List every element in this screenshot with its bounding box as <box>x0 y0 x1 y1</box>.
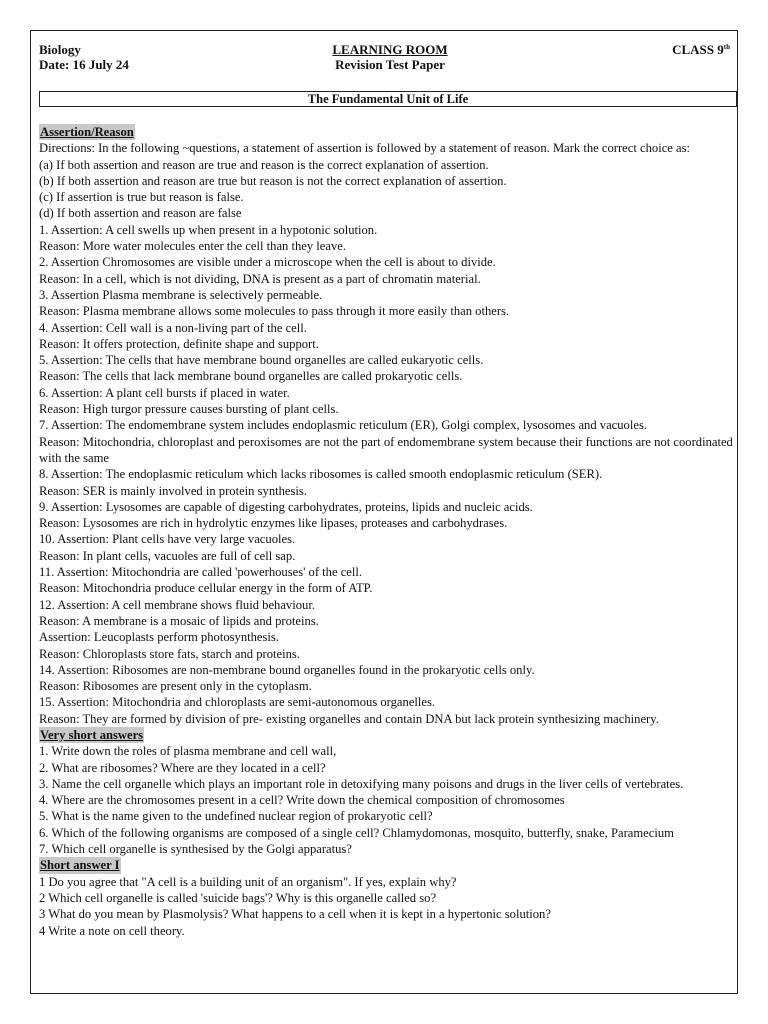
page-title: The Fundamental Unit of Life <box>39 91 737 107</box>
question-line: 7. Which cell organelle is synthesised by the Golgi apparatus? <box>39 842 352 857</box>
question-line: Reason: A membrane is a mosaic of lipids and proteins. <box>39 613 319 628</box>
question-line: Reason: More water molecules enter the cell than they leave. <box>39 239 347 254</box>
class-label: CLASS 9 <box>672 42 724 57</box>
question-line: 4 Write a note on cell theory. <box>39 923 185 938</box>
question-line: Reason: It offers protection, definite shape and support. <box>39 336 319 351</box>
short-answer-section <box>39 857 739 938</box>
options-list <box>39 157 739 222</box>
question-line: 4. Assertion: Cell wall is a non-living part of the cell. <box>39 320 307 335</box>
question-line: 2. Assertion Chromosomes are visible under a microscope when the cell is about to divide. <box>39 255 496 270</box>
section-heading-very-short: Very short answers <box>40 727 144 742</box>
class-superscript: th <box>723 43 730 51</box>
section-heading-assertion: Assertion/Reason <box>40 125 134 139</box>
question-line: 15. Assertion: Mitochondria and chloroplasts are semi-autonomous organelles. <box>39 695 436 710</box>
question-line: 2 Which cell organelle is called 'suicide bags'? Why is this organelle called so? <box>39 890 437 905</box>
section-heading-short-answer: Short answer I <box>40 858 120 873</box>
org-name: LEARNING ROOM <box>332 42 448 57</box>
question-line: 1. Assertion: A cell swells up when present in a hypotonic solution. <box>39 222 378 237</box>
paper-type: Revision Test Paper <box>335 57 445 72</box>
question-line: Reason: They are formed by division of pre- existing organelles and contain DNA but lack protein synthesizing machinery. <box>39 711 659 726</box>
question-line: 5. Assertion: The cells that have membrane bound organelles are called eukaryotic cells. <box>39 353 484 368</box>
question-line: 10. Assertion: Plant cells have very large vacuoles. <box>39 532 296 547</box>
question-line: Reason: Ribosomes are present only in the cytoplasm. <box>39 679 312 694</box>
directions-text: Directions: In the following ~questions, a statement of assertion is followed by a statement of reason. Mark the correct choice as: <box>39 141 691 156</box>
very-short-section <box>39 727 739 857</box>
short-answer-list <box>39 874 739 939</box>
question-line: 7. Assertion: The endomembrane system includes endoplasmic reticulum (ER), Golgi complex, lysosomes and vacuoles. <box>39 418 647 433</box>
question-line: 3 What do you mean by Plasmolysis? What happens to a cell when it is kept in a hypertonic solution? <box>39 907 551 922</box>
question-line: Reason: In a cell, which is not dividing, DNA is present as a part of chromatin material. <box>39 271 481 286</box>
question-line: 14. Assertion: Ribosomes are non-membrane bound organelles found in the prokaryotic cells only. <box>39 662 535 677</box>
question-line: Assertion: Leucoplasts perform photosynthesis. <box>39 630 279 645</box>
question-line: Reason: In plant cells, vacuoles are full of cell sap. <box>39 548 296 563</box>
subject-label: Biology <box>39 42 81 57</box>
question-line: Reason: Plasma membrane allows some molecules to pass through it more easily than others. <box>39 304 510 319</box>
date-label: Date: 16 July 24 <box>39 57 129 72</box>
header-right <box>672 42 730 57</box>
question-line: Reason: The cells that lack membrane bound organelles are called prokaryotic cells. <box>39 369 463 384</box>
question-line: 4. Where are the chromosomes present in a cell? Write down the chemical composition of chromosomes <box>39 793 565 808</box>
question-line: 6. Assertion: A plant cell bursts if placed in water. <box>39 385 290 400</box>
assertion-section <box>39 124 739 727</box>
question-line: Reason: Chloroplasts store fats, starch and proteins. <box>39 646 300 661</box>
header-center <box>0 42 768 72</box>
question-line: 6. Which of the following organisms are composed of a single cell? Chlamydomonas, mosquito, butterfly, snake, Paramecium <box>39 825 674 840</box>
question-line: 2. What are ribosomes? Where are they located in a cell? <box>39 760 326 775</box>
option-item: (a) If both assertion and reason are true and reason is the correct explanation of assertion. <box>39 157 489 172</box>
question-line: Reason: SER is mainly involved in protein synthesis. <box>39 483 307 498</box>
document-body <box>39 124 739 939</box>
option-item: (c) If assertion is true but reason is false. <box>39 190 244 205</box>
option-item: (b) If both assertion and reason are true but reason is not the correct explanation of assertion. <box>39 173 507 188</box>
option-item: (d) If both assertion and reason are false <box>39 206 242 221</box>
question-line: 9. Assertion: Lysosomes are capable of digesting carbohydrates, proteins, lipids and nucleic acids. <box>39 499 533 514</box>
question-line: Reason: Mitochondria produce cellular energy in the form of ATP. <box>39 581 373 596</box>
assertion-list <box>39 222 739 727</box>
question-line: Reason: Mitochondria, chloroplast and peroxisomes are not the part of endomembrane system because their functions are not coordinated with the same <box>39 434 733 465</box>
question-line: 1. Write down the roles of plasma membrane and cell wall, <box>39 744 337 759</box>
question-line: 8. Assertion: The endoplasmic reticulum which lacks ribosomes is called smooth endoplasmic reticulum (SER). <box>39 467 603 482</box>
very-short-list <box>39 743 739 857</box>
question-line: Reason: Lysosomes are rich in hydrolytic enzymes like lipases, proteases and carbohydrases. <box>39 516 508 531</box>
question-line: 1 Do you agree that "A cell is a building unit of an organism". If yes, explain why? <box>39 874 457 889</box>
question-line: 3. Name the cell organelle which plays an important role in detoxifying many poisons and drugs in the liver cells of vertebrates. <box>39 776 684 791</box>
question-line: 3. Assertion Plasma membrane is selectively permeable. <box>39 287 323 302</box>
question-line: 12. Assertion: A cell membrane shows fluid behaviour. <box>39 597 315 612</box>
question-line: 11. Assertion: Mitochondria are called 'powerhouses' of the cell. <box>39 565 363 580</box>
question-line: Reason: High turgor pressure causes bursting of plant cells. <box>39 402 339 417</box>
question-line: 5. What is the name given to the undefined nuclear region of prokaryotic cell? <box>39 809 433 824</box>
